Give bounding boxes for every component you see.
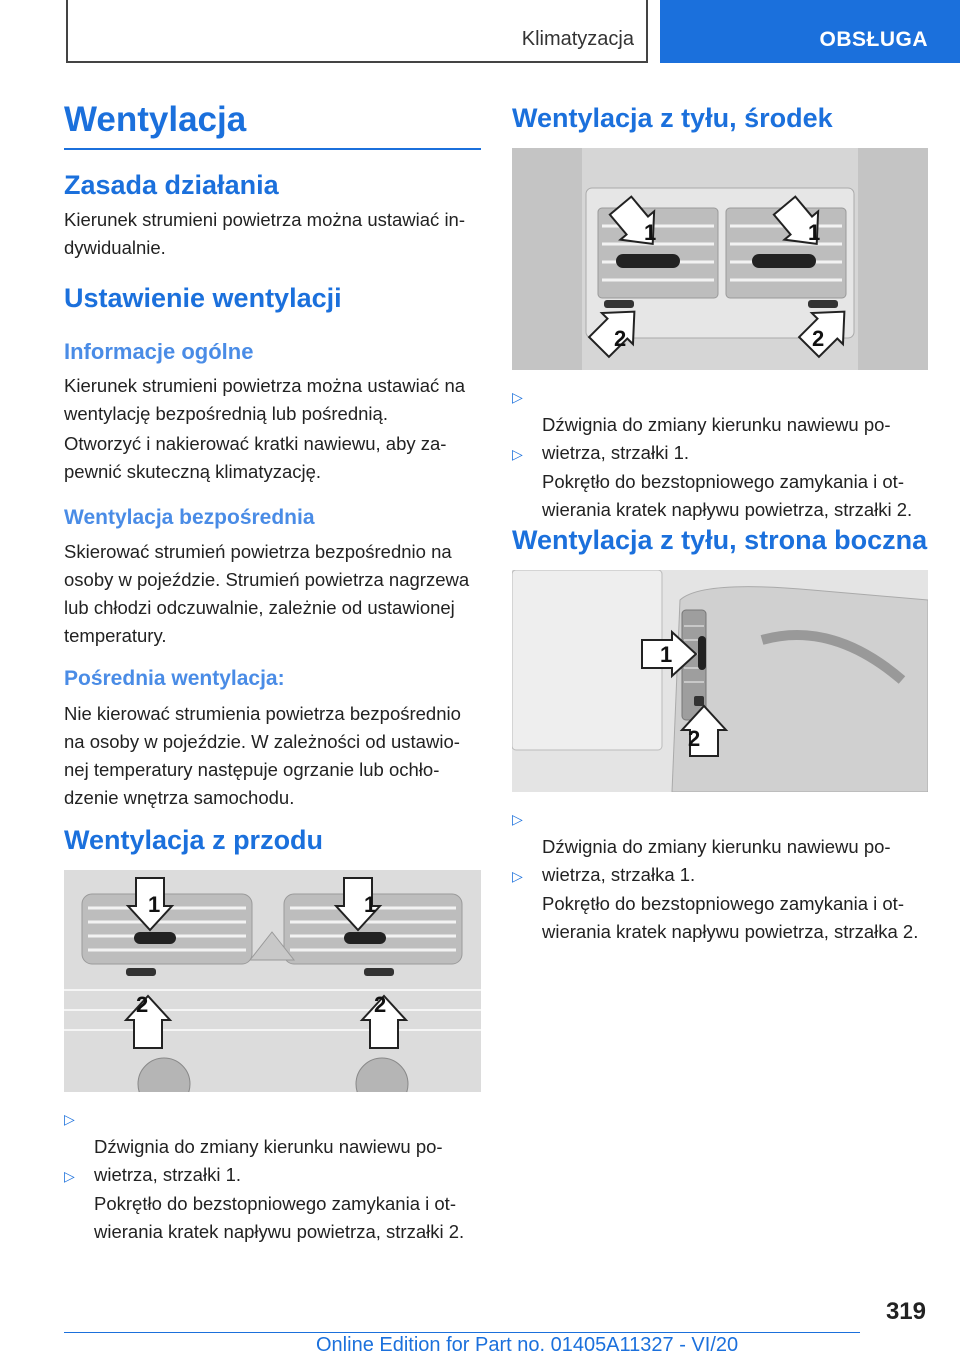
header-tab-label: OBSŁUGA — [819, 28, 928, 51]
heading-rear-side: Wentylacja z tyłu, strona boczna — [512, 525, 928, 555]
rear-center-arrow-1-left-label: 1 — [644, 220, 657, 245]
header-tab[interactable] — [660, 0, 960, 63]
front-arrow-2-right-label: 2 — [374, 992, 387, 1017]
footer-edition: Online Edition for Part no. 01405A11327 - VI/20 — [316, 1334, 739, 1356]
footer-rule — [64, 1332, 860, 1333]
para-indirect: Nie kierować strumienia powietrza bezpośrednio na osoby w pojeździe. W zależności od ustawio- nej temperatury następuje ogrzanie lub ochło- dzenie wnętrza samochodu. — [64, 703, 461, 808]
list-item — [512, 440, 928, 524]
para-principle: Kierunek strumieni powietrza można ustawiać in- dywidualnie. — [64, 209, 466, 258]
front-vents-image — [64, 870, 481, 1092]
bullet-icon: ▷ — [512, 811, 523, 827]
rear-side-vent-image — [512, 570, 928, 792]
heading-setting: Ustawienie wentylacji — [64, 283, 342, 313]
front-item-2: Pokrętło do bezstopniowego zamykania i ot- wierania kratek napływu powietrza, strzałki 2. — [94, 1193, 465, 1242]
page-number: 319 — [885, 1298, 926, 1325]
list-item — [512, 862, 928, 946]
front-arrow-2-left-label: 2 — [136, 992, 149, 1017]
page-title: Wentylacja — [64, 100, 247, 139]
heading-front: Wentylacja z przodu — [64, 825, 324, 855]
para-general-1: Kierunek strumieni powietrza można ustawiać na wentylację bezpośrednią lub pośrednią. — [64, 375, 466, 424]
front-arrow-1-left-label: 1 — [148, 892, 161, 917]
bullet-icon: ▷ — [512, 868, 523, 884]
heading-direct: Wentylacja bezpośrednia — [64, 506, 315, 529]
para-general-2: Otworzyć i nakierować kratki nawiewu, aby za- pewnić skuteczną klimatyzację. — [64, 433, 447, 482]
header-section-title: Klimatyzacja — [521, 28, 634, 50]
rear-side-item-1: Dźwignia do zmiany kierunku nawiewu po- wietrza, strzałka 1. — [542, 836, 891, 885]
bullet-icon: ▷ — [512, 389, 523, 405]
title-rule — [64, 148, 481, 150]
heading-principle: Zasada działania — [64, 170, 279, 200]
heading-general: Informacje ogólne — [64, 339, 254, 364]
rear-side-arrow-2-label: 2 — [688, 726, 701, 751]
front-arrow-1-right-label: 1 — [364, 892, 377, 917]
rear-side-item-2: Pokrętło do bezstopniowego zamykania i ot- wierania kratek napływu powietrza, strzałka 2. — [542, 893, 919, 942]
rear-center-arrow-2-left-label: 2 — [614, 326, 627, 351]
bullet-icon: ▷ — [512, 446, 523, 462]
bullet-icon: ▷ — [64, 1111, 75, 1127]
rear-center-vents-image — [512, 148, 928, 370]
heading-indirect: Pośrednia wentylacja: — [64, 667, 285, 690]
rear-side-arrow-1-label: 1 — [660, 642, 673, 667]
rear-center-arrow-2-right-label: 2 — [812, 326, 825, 351]
heading-rear-center: Wentylacja z tyłu, środek — [512, 103, 833, 133]
rear-center-item-2: Pokrętło do bezstopniowego zamykania i ot- wierania kratek napływu powietrza, strzałki 2. — [542, 471, 913, 520]
list-item — [64, 1162, 481, 1246]
front-item-1: Dźwignia do zmiany kierunku nawiewu po- wietrza, strzałki 1. — [94, 1136, 443, 1185]
rear-center-item-1: Dźwignia do zmiany kierunku nawiewu po- wietrza, strzałki 1. — [542, 414, 891, 463]
bullet-icon: ▷ — [64, 1168, 75, 1184]
para-direct: Skierować strumień powietrza bezpośrednio na osoby w pojeździe. Strumień powietrza nagrzewa lub chłodzi odczuwalnie, zależnie od ustawionej temperatury. — [64, 541, 470, 646]
rear-center-arrow-1-right-label: 1 — [808, 220, 821, 245]
header-section-box — [66, 0, 648, 63]
